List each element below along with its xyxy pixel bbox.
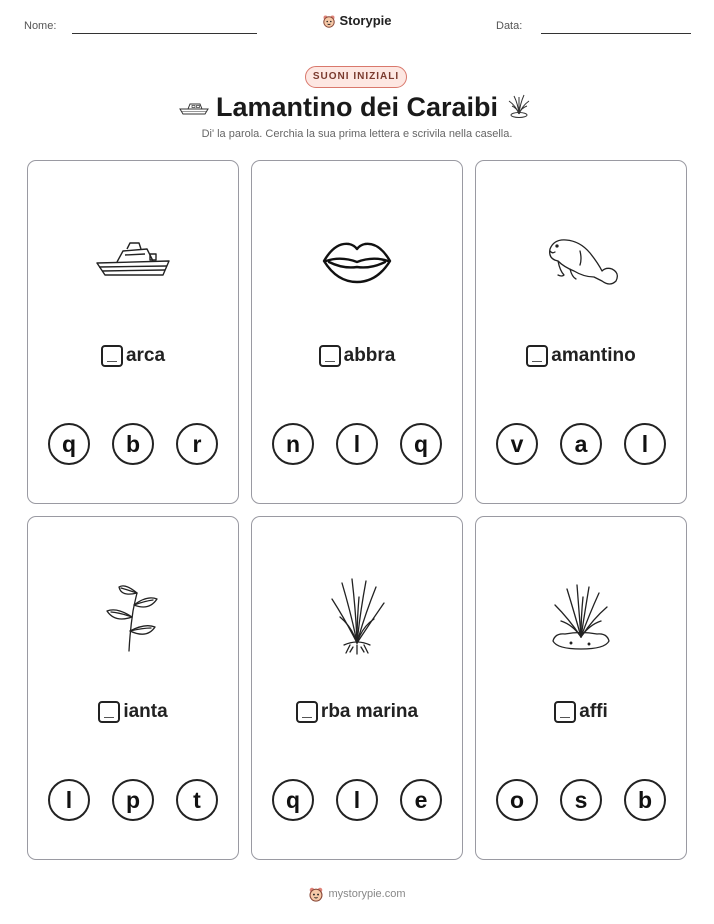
word-row [28,345,238,367]
letter-option[interactable]: b [624,779,666,821]
letter-options [252,423,462,465]
word-row [252,701,462,723]
name-line[interactable] [72,33,257,34]
letter-option[interactable]: l [48,779,90,821]
letter-option[interactable]: s [560,779,602,821]
word-card-2 [251,160,463,504]
letter-box[interactable] [98,701,120,723]
name-label: Nome: [24,20,57,32]
word-row [252,345,462,367]
word-ending: ianta [123,701,168,722]
storypie-logo-icon [308,886,324,902]
lips-icon [321,236,393,286]
letter-option[interactable]: v [496,423,538,465]
letter-option[interactable]: a [560,423,602,465]
brand [0,13,714,33]
letter-option[interactable]: t [176,779,218,821]
letter-box[interactable] [319,345,341,367]
letter-option[interactable]: o [496,779,538,821]
word-ending: arca [125,345,166,366]
grass-clump-icon [545,581,617,653]
letter-option[interactable]: n [272,423,314,465]
boat-icon [93,239,173,283]
letter-box[interactable] [296,701,318,723]
letter-option[interactable]: p [112,779,154,821]
section-badge: SUONI INIZIALI [305,66,407,88]
word-ending: amantino [551,345,636,366]
letter-options [28,423,238,465]
date-line[interactable] [541,33,691,34]
letter-option[interactable]: q [48,423,90,465]
seagrass-title-icon [505,92,533,120]
letter-box[interactable] [101,345,123,367]
manatee-icon [540,231,622,291]
letter-options [476,423,686,465]
letter-option[interactable]: l [624,423,666,465]
word-row [476,345,686,367]
word-card-6 [475,516,687,860]
letter-option[interactable]: e [400,779,442,821]
letter-option[interactable]: r [176,423,218,465]
letter-option[interactable]: q [272,779,314,821]
word-row [28,701,238,723]
instructions: Di' la parola. Cerchia la sua prima lettera e scrivila nella casella. [201,128,513,140]
letter-options [476,779,686,821]
word-row [476,701,686,723]
letter-options [252,779,462,821]
letter-box[interactable] [526,345,548,367]
seagrass-icon [326,577,388,657]
word-card-1 [27,160,239,504]
storypie-logo-icon [322,14,336,28]
word-card-4 [27,516,239,860]
letter-option[interactable]: l [336,779,378,821]
letter-option[interactable]: b [112,423,154,465]
word-card-5 [251,516,463,860]
word-ending: rba marina [320,701,419,722]
date-label: Data: [496,20,523,32]
word-card-3 [475,160,687,504]
letter-options [28,779,238,821]
brand-name: Storypie [339,13,392,28]
word-ending: affi [579,701,608,722]
letter-option[interactable]: q [400,423,442,465]
page-title: Lamantino dei Caraibi [215,92,499,122]
letter-option[interactable]: l [336,423,378,465]
plant-icon [103,581,163,653]
footer-url[interactable]: mystorypie.com [328,888,406,900]
word-ending: abbra [343,345,396,366]
letter-box[interactable] [554,701,576,723]
footer [0,886,714,905]
